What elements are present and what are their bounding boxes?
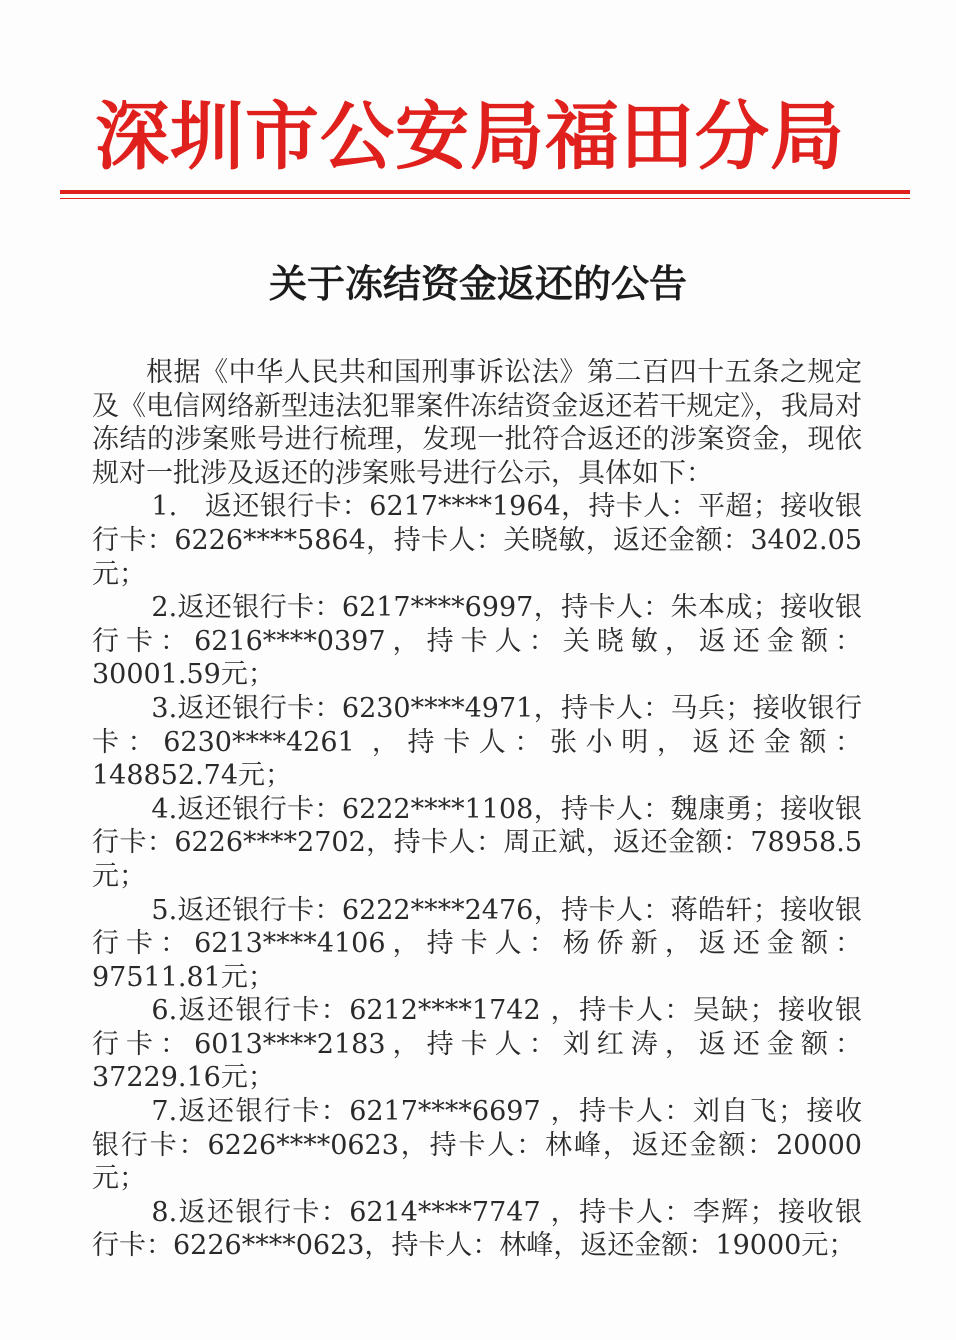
refund-item: 8.返还银行卡：6214****7747 ，持卡人：李辉；接收银行卡：6226****0623，持卡人：林峰，返还金额：19000元； bbox=[92, 1196, 862, 1262]
refund-item: 2.返还银行卡：6217****6997，持卡人：朱本成；接收银行卡：6216****0397，持卡人：关晓敏，返还金额：30001.59元； bbox=[92, 592, 862, 691]
agency-letterhead: 深圳市公安局福田分局 bbox=[95, 94, 845, 180]
refund-item: 5.返还银行卡：6222****2476，持卡人：蒋皓轩；接收银行卡：6213****4106，持卡人：杨侨新，返还金额：97511.81元； bbox=[92, 894, 862, 993]
refund-item: 4.返还银行卡：6222****1108，持卡人：魏康勇；接收银行卡：6226****2702，持卡人：周正斌，返还金额：78958.5元； bbox=[92, 793, 862, 892]
intro-paragraph: 根据《中华人民共和国刑事诉讼法》第二百四十五条之规定及《电信网络新型违法犯罪案件冻结资金返还若干规定》，我局对冻结的涉案账号进行梳理，发现一批符合返还的涉案资金，现依规对一批涉及返还的涉案账号进行公示，具体如下： bbox=[92, 357, 862, 489]
letterhead-rule-thick bbox=[60, 190, 910, 194]
notice-body bbox=[92, 356, 862, 1263]
refund-item: 6.返还银行卡：6212****1742 ，持卡人：吴缺；接收银行卡：6013****2183，持卡人：刘红涛，返还金额：37229.16元； bbox=[92, 995, 862, 1094]
refund-item: 7.返还银行卡：6217****6697 ，持卡人：刘自飞；接收银行卡：6226****0623，持卡人：林峰，返还金额：20000元； bbox=[92, 1096, 862, 1195]
notice-title: 关于冻结资金返还的公告 bbox=[268, 261, 687, 306]
refund-item: 3.返还银行卡：6230****4971，持卡人：马兵；接收银行卡：6230****4261 ，持卡人：张小明，返还金额：148852.74元； bbox=[92, 692, 862, 792]
refund-item: 1. 返还银行卡：6217****1964，持卡人：平超；接收银行卡：6226****5864，持卡人：关晓敏，返还金额：3402.05元； bbox=[92, 491, 862, 590]
letterhead-rule-thin bbox=[60, 198, 910, 199]
